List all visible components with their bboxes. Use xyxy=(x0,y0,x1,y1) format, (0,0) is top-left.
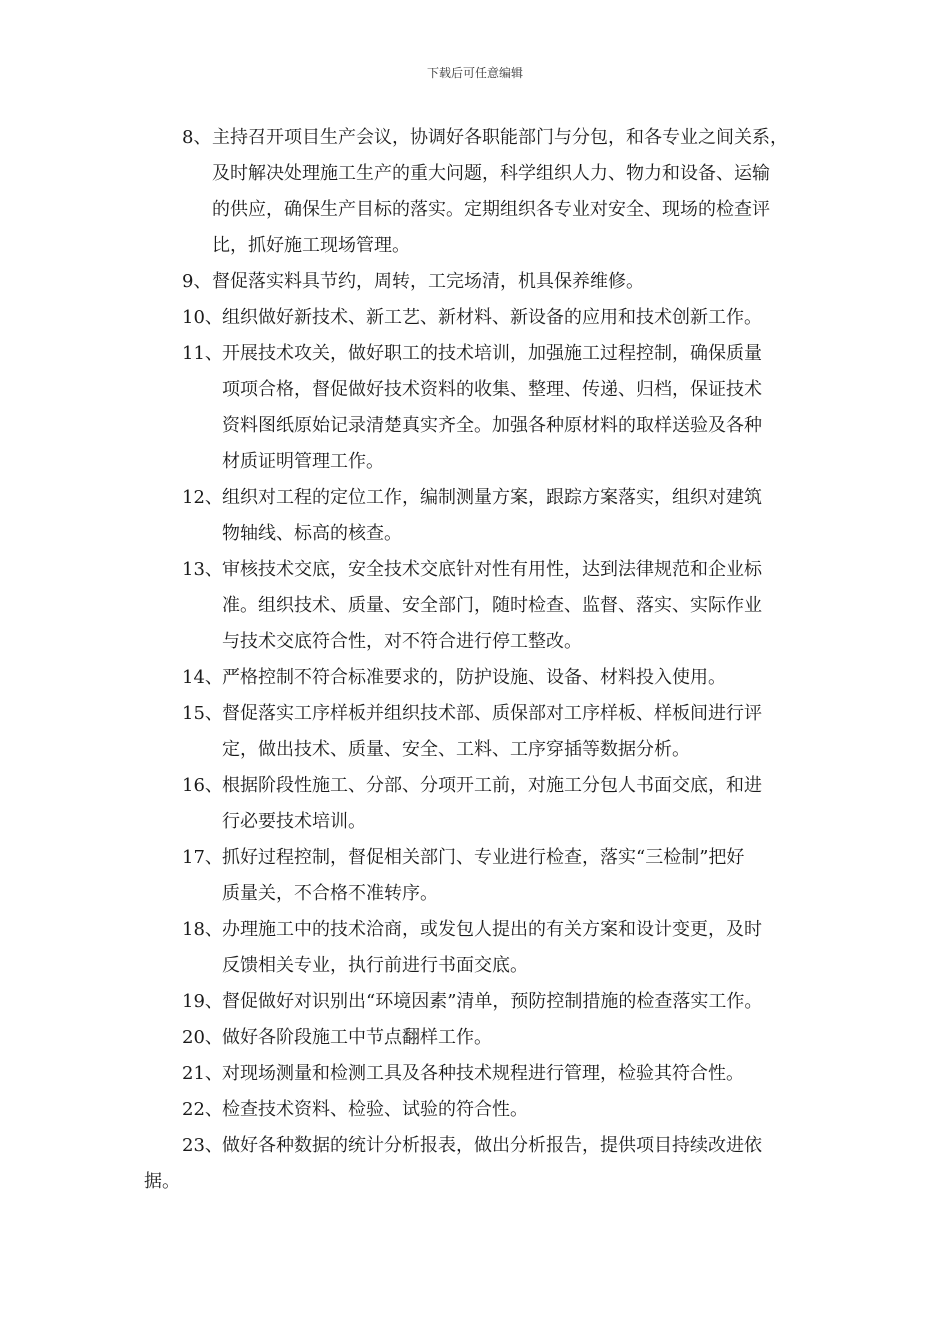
list-item xyxy=(0,480,950,552)
item-number: 22、 xyxy=(182,1099,223,1120)
item-number: 15、 xyxy=(182,703,223,724)
list-item xyxy=(0,912,950,984)
item-number: 9、 xyxy=(182,271,212,292)
item-text-line: 办理施工中的技术洽商，或发包人提出的有关方案和设计变更，及时 xyxy=(222,919,762,940)
item-number: 14、 xyxy=(182,667,223,688)
item-text-line: 督促做好对识别出“环境因素”清单，预防控制措施的检查落实工作。 xyxy=(222,991,763,1012)
item-text-line: 及时解决处理施工生产的重大问题，科学组织人力、物力和设备、运输 xyxy=(212,163,770,184)
item-number: 13、 xyxy=(182,559,223,580)
item-text-line: 做好各种数据的统计分析报表，做出分析报告，提供项目持续改进依 xyxy=(222,1135,762,1156)
item-text-line: 的供应，确保生产目标的落实。定期组织各专业对安全、现场的检查评 xyxy=(212,199,770,220)
item-text-line: 与技术交底符合性，对不符合进行停工整改。 xyxy=(222,631,582,652)
list-item xyxy=(0,300,950,336)
list-item xyxy=(0,120,950,264)
item-text-line: 督促落实料具节约，周转，工完场清，机具保养维修。 xyxy=(212,271,644,292)
item-number: 8、 xyxy=(182,127,212,148)
item-text-line: 质量关，不合格不准转序。 xyxy=(222,883,438,904)
item-text-line: 严格控制不符合标准要求的，防护设施、设备、材料投入使用。 xyxy=(222,667,726,688)
item-text-line: 物轴线、标高的核查。 xyxy=(222,523,402,544)
list-item xyxy=(0,264,950,300)
list-item xyxy=(0,552,950,660)
item-text-line: 定，做出技术、质量、安全、工料、工序穿插等数据分析。 xyxy=(222,739,690,760)
list-item xyxy=(0,768,950,840)
item-text-line: 对现场测量和检测工具及各种技术规程进行管理，检验其符合性。 xyxy=(222,1063,744,1084)
item-number: 21、 xyxy=(182,1063,223,1084)
item-text-line: 材质证明管理工作。 xyxy=(222,451,384,472)
item-number: 20、 xyxy=(182,1027,223,1048)
item-number: 10、 xyxy=(182,307,223,328)
item-number: 17、 xyxy=(182,847,223,868)
item-text-line: 开展技术攻关，做好职工的技术培训，加强施工过程控制，确保质量 xyxy=(222,343,762,364)
list-item xyxy=(0,1092,950,1128)
item-number: 11、 xyxy=(182,343,223,364)
document-body xyxy=(0,120,950,1200)
item-text-line: 根据阶段性施工、分部、分项开工前，对施工分包人书面交底，和进 xyxy=(222,775,762,796)
item-text-line: 资料图纸原始记录清楚真实齐全。加强各种原材料的取样送验及各种 xyxy=(222,415,762,436)
item-text-line: 比，抓好施工现场管理。 xyxy=(212,235,410,256)
list-item xyxy=(0,336,950,480)
item-text-line: 主持召开项目生产会议，协调好各职能部门与分包，和各专业之间关系， xyxy=(212,127,788,148)
item-text-line: 项项合格，督促做好技术资料的收集、整理、传递、归档，保证技术 xyxy=(222,379,762,400)
item-text-line: 准。组织技术、质量、安全部门，随时检查、监督、落实、实际作业 xyxy=(222,595,762,616)
item-text-line: 组织对工程的定位工作，编制测量方案，跟踪方案落实，组织对建筑 xyxy=(222,487,762,508)
item-text-line: 督促落实工序样板并组织技术部、质保部对工序样板、样板间进行评 xyxy=(222,703,762,724)
list-item xyxy=(0,1128,950,1200)
item-number: 23、 xyxy=(182,1135,223,1156)
item-text-line: 据。 xyxy=(144,1171,180,1192)
item-text-line: 做好各阶段施工中节点翻样工作。 xyxy=(222,1027,492,1048)
list-item xyxy=(0,1056,950,1092)
item-text-line: 行必要技术培训。 xyxy=(222,811,366,832)
item-number: 19、 xyxy=(182,991,223,1012)
item-text-line: 反馈相关专业，执行前进行书面交底。 xyxy=(222,955,528,976)
list-item xyxy=(0,660,950,696)
item-text-line: 组织做好新技术、新工艺、新材料、新设备的应用和技术创新工作。 xyxy=(222,307,762,328)
list-item xyxy=(0,840,950,912)
list-item xyxy=(0,1020,950,1056)
item-text-line: 审核技术交底，安全技术交底针对性有用性，达到法律规范和企业标 xyxy=(222,559,762,580)
item-number: 16、 xyxy=(182,775,223,796)
item-number: 18、 xyxy=(182,919,223,940)
list-item xyxy=(0,696,950,768)
page-header: 下载后可任意编辑 xyxy=(426,66,523,80)
item-text-line: 抓好过程控制，督促相关部门、专业进行检查，落实“三检制”把好 xyxy=(222,847,745,868)
item-number: 12、 xyxy=(182,487,223,508)
item-text-line: 检查技术资料、检验、试验的符合性。 xyxy=(222,1099,528,1120)
list-item xyxy=(0,984,950,1020)
